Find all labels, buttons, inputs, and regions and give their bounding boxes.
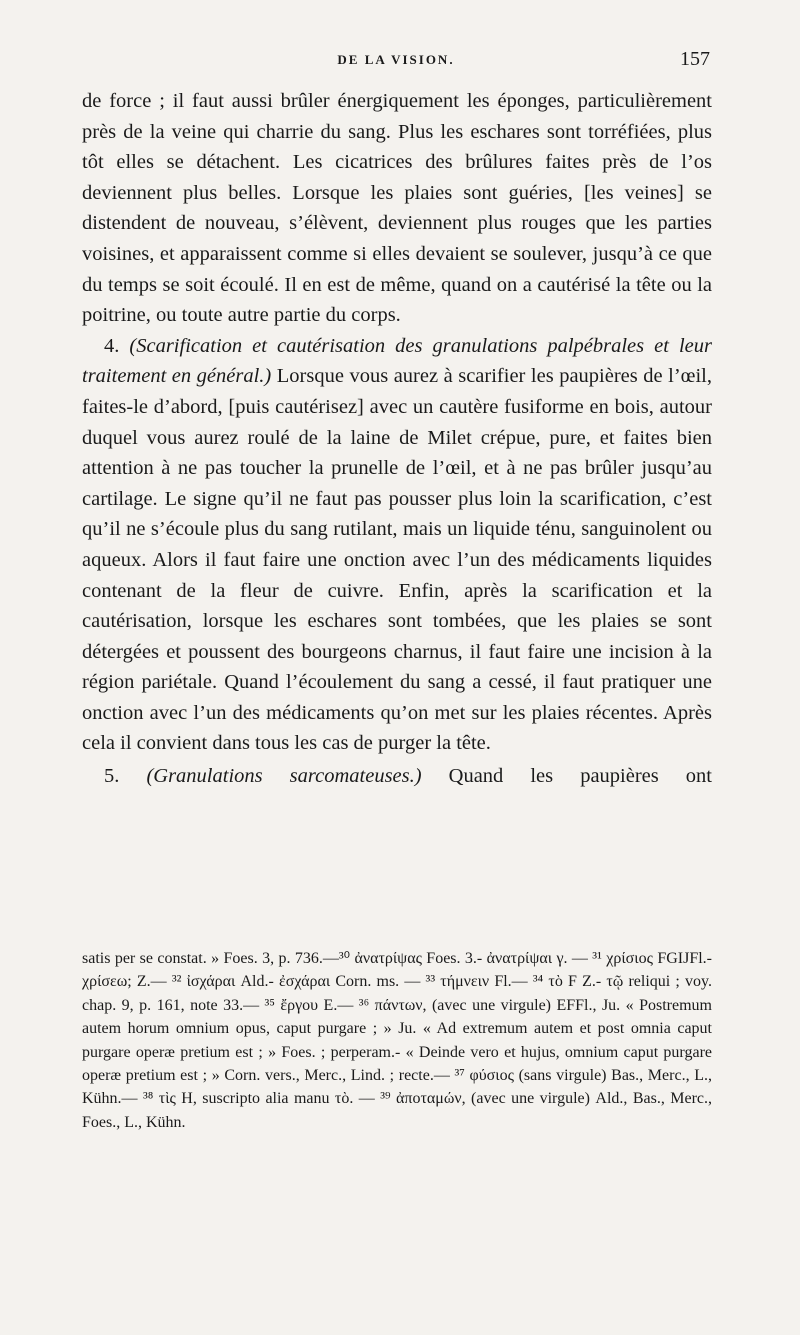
section-text: Lorsque vous aurez à scarifier les paupières de l’œil, faites-le d’abord, [puis cautérisez] avec un cautère fusiforme en bois, autour duquel vous aurez roulé de la laine de Milet crépue, pure, et faites bien attention à ne pas toucher la prunelle de l’œil, et à ne pas brûler jusqu’au cartilage. Le signe qu’il ne faut pas pousser plus loin la scarification, c’est qu’il ne s’écoule plus du sang rutilant, mais un liquide ténu, sanguinolent ou aqueux. Alors il faut faire une onction avec l’un des médicaments liquides contenant de la fleur de cuivre. Enfin, après la scarification et la cautérisation, lorsque les eschares sont tombées, que les plaies se sont détergées et poussent des bourgeons charnus, il faut faire une incision à la région pariétale. Quand l’écoulement du sang a cessé, il faut pratiquer une onction avec l’un des médicaments qu’on met sur les plaies récentes. Après cela il convient dans tous les cas de purger la tête. [82, 365, 712, 755]
footnotes [82, 947, 712, 1134]
main-text [82, 86, 712, 792]
section-heading: (Granulations sarcomateuses.) [146, 765, 422, 788]
paragraph-continuation: de force ; il faut aussi brûler énergiquement les éponges, particulièrement près de la veine qui charrie du sang. Plus les eschares sont torréfiées, plus tôt elles se détachent. Les cicatrices des brûlures faites près de l’os deviennent plus belles. Lorsque les plaies sont guéries, [les veines] se distendent de nouveau, s’élèvent, deviennent plus rouges que les parties voisines, et apparaissent comme si elles devaient se soulever, jusqu’à ce que du temps se soit écoulé. Il en est de même, quand on a cautérisé la tête ou la poitrine, ou toute autre partie du corps. [82, 90, 712, 327]
paragraph-section-5 [82, 761, 712, 792]
paragraph-section-4 [82, 331, 712, 759]
footnote-text: satis per se constat. » Foes. 3, p. 736.—³⁰ ἀνατρίψας Foes. 3.- ἀνατρίψαι γ. — ³¹ χρίσιος FGIJFl.- χρίσεω; Z.— ³² ἰσχάραι Ald.- ἐσχάραι Corn. ms. — ³³ τήμνειν Fl.— ³⁴ τὸ F Z.- τῷ reliqui ; voy. chap. 9, p. 161, note 33.— ³⁵ ἔργου E.— ³⁶ πάντων, (avec une virgule) EFFl., Ju. « Postremum autem horum omnium opus, caput purgare ; » Ju. « Ad extremum autem et post omnia caput purgare operæ pretium est ; » Foes. ; perperam.- « Deinde vero et hujus, omnium caput purgare operæ pretium est ; » Corn. vers., Merc., Lind. ; recte.— ³⁷ φύσιος (sans virgule) Bas., Merc., L., Kühn.— ³⁸ τὶς H, suscripto alia manu τὸ. — ³⁹ ἀποταμών, (avec une virgule) Ald., Bas., Merc., Foes., L., Kühn. [82, 950, 712, 1131]
running-title: DE LA VISION. [337, 52, 455, 67]
section-number: 4. [104, 334, 120, 357]
page-header [82, 48, 710, 72]
page-number: 157 [680, 48, 710, 70]
section-heading: (Scarification et cautérisation des granulations palpébrales et leur traitement en général.) [82, 334, 712, 388]
section-number: 5. [104, 765, 120, 788]
section-text: Quand les paupières ont [421, 765, 712, 788]
